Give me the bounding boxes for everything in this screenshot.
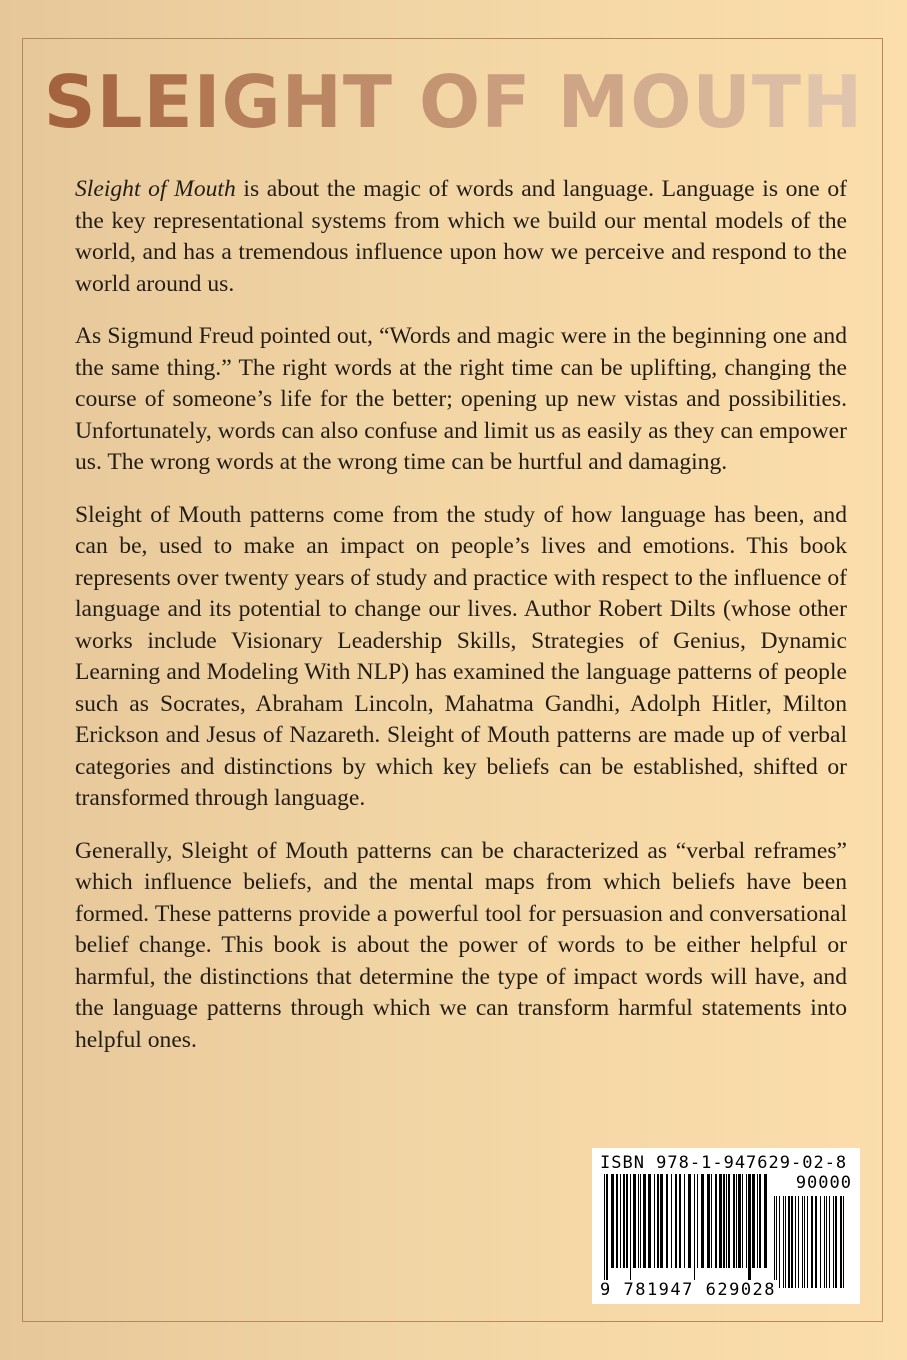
barcode-bar <box>807 1196 808 1288</box>
barcode-bar <box>788 1196 790 1288</box>
barcode-bar <box>719 1174 722 1268</box>
barcode-bar <box>654 1174 655 1268</box>
barcode-bar <box>802 1196 803 1288</box>
description-paragraph <box>75 836 847 1057</box>
isbn-number: ISBN 978-1-947629-02-8 <box>600 1153 848 1173</box>
barcode-bar <box>833 1196 834 1288</box>
barcode-bar <box>746 1174 747 1268</box>
paragraph-text: is about the magic of words and language. Language is one of the key representational systems from which we build our mental models of the world, and has a tremendous influence upon how we perceive and respond to the world around us. <box>75 176 847 297</box>
barcode-bar <box>826 1196 827 1288</box>
barcode-bar <box>616 1174 618 1268</box>
barcode-bar <box>611 1174 614 1268</box>
description-paragraph <box>75 321 847 479</box>
barcode-bar <box>752 1174 755 1268</box>
title-letter: H <box>802 60 864 144</box>
barcode-bar <box>723 1174 725 1268</box>
barcode-bar <box>630 1174 631 1286</box>
barcode-bar <box>666 1174 668 1268</box>
barcode-bar <box>733 1174 735 1268</box>
barcode-bar <box>640 1174 641 1268</box>
title-letter: E <box>143 60 194 144</box>
barcode-bar <box>694 1174 695 1286</box>
barcode-bar <box>783 1196 784 1288</box>
barcode-bar <box>840 1196 842 1288</box>
barcode-bar <box>604 1174 605 1286</box>
barcode-bar <box>726 1174 727 1268</box>
barcode-bar <box>843 1196 844 1288</box>
barcode-bar <box>643 1174 646 1268</box>
barcode-bar <box>697 1174 698 1268</box>
barcode-bar <box>633 1174 636 1268</box>
barcode-bar <box>774 1196 775 1288</box>
barcode-bar <box>824 1196 825 1288</box>
barcode-bar <box>671 1174 672 1268</box>
barcode-bar <box>820 1196 821 1288</box>
title-letter: I <box>193 60 222 144</box>
barcode-bar <box>701 1174 704 1268</box>
barcode-bar <box>798 1196 799 1288</box>
barcode-bar <box>795 1196 796 1288</box>
title-letter: H <box>281 60 343 144</box>
barcode-bar <box>776 1196 777 1288</box>
title-letter: O <box>419 60 482 144</box>
barcode-bar <box>757 1174 758 1268</box>
barcode-bar <box>811 1196 813 1288</box>
barcode-bar <box>688 1174 691 1268</box>
barcode-bar <box>785 1196 786 1288</box>
barcode-bar <box>815 1196 817 1288</box>
barcode-bar <box>835 1196 837 1288</box>
barcode-bar <box>707 1174 710 1268</box>
barcode-bar <box>736 1174 737 1268</box>
barcode-bar <box>657 1174 659 1268</box>
addon-barcode-bars <box>774 1196 846 1288</box>
description-paragraph <box>75 174 847 300</box>
barcode-bar <box>748 1174 751 1286</box>
title-letter: U <box>692 60 752 144</box>
barcode-bar <box>728 1174 730 1268</box>
barcode-bar <box>711 1174 712 1268</box>
title-letter <box>393 66 419 138</box>
barcode-bar <box>638 1174 639 1268</box>
book-title-italic: Sleight of Mouth <box>75 176 236 202</box>
barcode-bar <box>620 1174 621 1268</box>
barcode-bar <box>829 1196 830 1288</box>
barcode-bar <box>684 1174 685 1268</box>
barcode-bar <box>738 1174 741 1268</box>
title-letter: F <box>481 60 532 144</box>
barcode-bar <box>791 1196 793 1288</box>
title-letter: G <box>221 60 282 144</box>
title-letter: O <box>630 60 693 144</box>
barcode-bar <box>626 1174 628 1268</box>
price-code: 90000 <box>795 1173 852 1193</box>
barcode-bar <box>675 1174 677 1268</box>
ean-digits: 9 781947 629028 <box>600 1280 777 1300</box>
isbn-barcode <box>592 1148 860 1304</box>
barcode-bar <box>648 1174 651 1268</box>
paragraph-text: Sleight of Mouth patterns come from the study of how language has been, and can be, used to make an impact on people’s lives and emotions. This book represents over twenty years of study and practice with respect to the influence of language and its potential to change our lives. Author Robert Dilts (whose other works include Visionary Leadership Skills, Strategies of Genius, Dynamic Learning and Modeling With NLP) has examined the language patterns of people such as Socrates, Abraham Lincoln, Mahatma Gandhi, Adolph Hitler, Milton Erickson and Jesus of Nazareth. Sleight of Mouth patterns are made up of verbal categories and distinctions by which key beliefs can be established, shifted or transformed through language. <box>75 501 847 811</box>
barcode-bar <box>715 1174 717 1268</box>
title-letter: L <box>96 60 144 144</box>
book-title <box>0 60 907 144</box>
barcode-bar <box>779 1196 780 1288</box>
title-letter: T <box>342 60 393 144</box>
title-letter: S <box>43 60 97 144</box>
back-cover-description <box>75 174 847 1077</box>
barcode-bar <box>759 1174 761 1268</box>
paragraph-text: Generally, Sleight of Mouth patterns can be characterized as “verbal reframes” which influence beliefs, and the mental maps from which beliefs have been formed. These patterns provide a powerful tool for persuasion and conversational belief change. This book is about the power of words to be either helpful or harmful, the distinctions that determine the type of impact words will have, and the language patterns through which we can transform harmful statements into helpful ones. <box>75 837 847 1053</box>
barcode-bar <box>660 1174 663 1268</box>
barcode-bar <box>804 1196 805 1288</box>
title-letter <box>531 66 557 138</box>
description-paragraph <box>75 500 847 815</box>
title-letter: T <box>751 60 802 144</box>
barcode-bar <box>679 1174 681 1268</box>
barcode-bar <box>764 1174 767 1268</box>
paragraph-text: As Sigmund Freud pointed out, “Words and magic were in the beginning one and the same thing.” The right words at the right time can be uplifting, changing the course of someone’s life for the better; opening up new vistas and possibilities. Unfortunately, words can also confuse and limit us as easily as they can empower us. The wrong words at the wrong time can be hurtful and damaging. <box>75 323 847 475</box>
title-letter: M <box>557 60 631 144</box>
barcode-bar <box>606 1174 608 1286</box>
barcode-bar <box>623 1174 625 1268</box>
ean-barcode-bars <box>604 1174 768 1286</box>
barcode-bar <box>742 1174 743 1268</box>
